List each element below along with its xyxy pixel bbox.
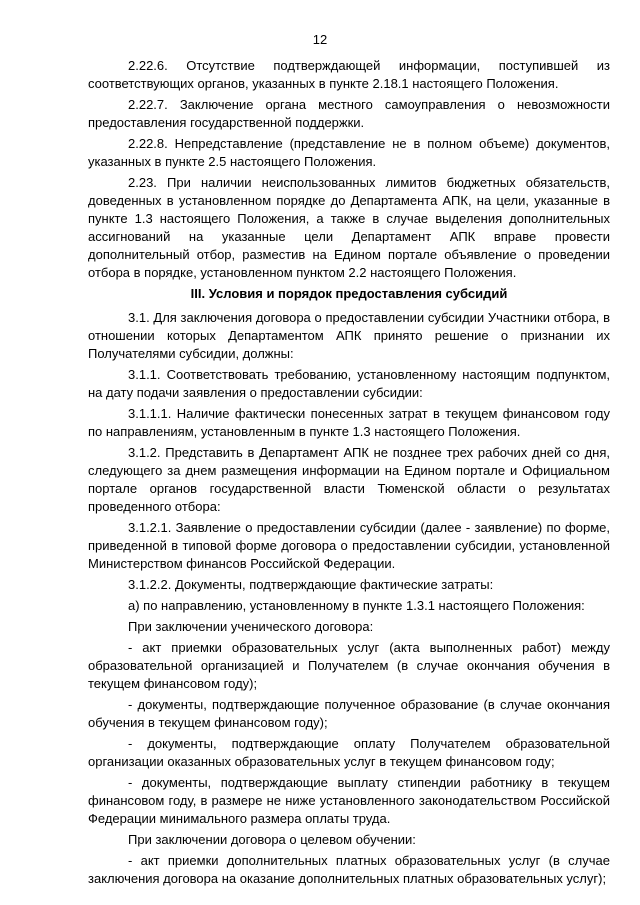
- section-heading: III. Условия и порядок предоставления субсидий: [190, 286, 508, 301]
- paragraph-3-1-2-1: 3.1.2.1. Заявление о предоставлении субсидии (далее - заявление) по форме, приведенной в типовой форме договора о предоставлении субсидии, установленной Министерством финансов Российской Федерации.: [88, 520, 610, 571]
- paragraph-3-1: 3.1. Для заключения договора о предоставлении субсидии Участники отбора, в отношении которых Департаментом АПК принято решение о признании их Получателями субсидии, должны:: [88, 310, 610, 361]
- paragraph-3-1-2-2: 3.1.2.2. Документы, подтверждающие фактические затраты:: [128, 577, 494, 592]
- paragraph-bullet-additional-services: - акт приемки дополнительных платных образовательных услуг (в случае заключения договора на оказание дополнительных платных образовательных услуг);: [88, 853, 610, 886]
- paragraph-3-1-2: 3.1.2. Представить в Департамент АПК не позднее трех рабочих дней со дня, следующего за днем размещения информации на Едином портале и Официальном портале органов государственной власти Тюменской области о результатах проведенного отбора:: [88, 445, 610, 514]
- paragraph-bullet-acceptance-act: - акт приемки образовательных услуг (акта выполненных работ) между образовательной организацией и Получателем (в случае окончания обучения в текущем финансовом году);: [88, 640, 610, 691]
- paragraph-bullet-education-docs: - документы, подтверждающие полученное образование (в случае окончания обучения в текущем финансовом году);: [88, 697, 610, 730]
- paragraph-2-23: 2.23. При наличии неиспользованных лимитов бюджетных обязательств, доведенных в установленном порядке до Департамента АПК, на цели, указанные в пункте 1.3 настоящего Положения, а также в случае выделения дополнительных ассигнований на указанные цели Департамент АПК вправе провести дополнительный отбор, разместив на Едином портале объявление о проведении отбора в порядке, установленном пунктом 2.2 настоящего Положения.: [88, 175, 610, 280]
- paragraph-2-22-6: 2.22.6. Отсутствие подтверждающей информации, поступившей из соответствующих органов, указанных в пункте 2.18.1 настоящего Положения.: [88, 58, 610, 91]
- paragraph-bullet-payment-docs: - документы, подтверждающие оплату Получателем образовательной организации оказанных образовательных услуг в текущем финансовом году;: [88, 736, 610, 769]
- paragraph-targeted-training: При заключении договора о целевом обучении:: [128, 832, 416, 847]
- paragraph-3-1-1-1: 3.1.1.1. Наличие фактически понесенных затрат в текущем финансовом году по направлениям, установленным в пункте 1.3 настоящего Положения.: [88, 406, 610, 439]
- paragraph-3-1-1: 3.1.1. Соответствовать требованию, установленному настоящим подпунктом, на дату подачи заявления о предоставлении субсидии:: [88, 367, 610, 400]
- paragraph-apprentice-contract: При заключении ученического договора:: [128, 619, 374, 634]
- paragraph-bullet-stipend-docs: - документы, подтверждающие выплату стипендии работнику в текущем финансовом году, в размере не ниже установленного законодательством Российской Федерации минимального размера оплаты труда.: [88, 775, 610, 826]
- page-number: 12: [312, 32, 328, 47]
- paragraph-2-22-7: 2.22.7. Заключение органа местного самоуправления о невозможности предоставления государственной поддержки.: [88, 97, 610, 130]
- paragraph-item-a: а) по направлению, установленному в пункте 1.3.1 настоящего Положения:: [128, 598, 585, 613]
- document-body: [88, 57, 610, 891]
- paragraph-2-22-8: 2.22.8. Непредставление (представление не в полном объеме) документов, указанных в пункте 2.5 настоящего Положения.: [88, 136, 610, 169]
